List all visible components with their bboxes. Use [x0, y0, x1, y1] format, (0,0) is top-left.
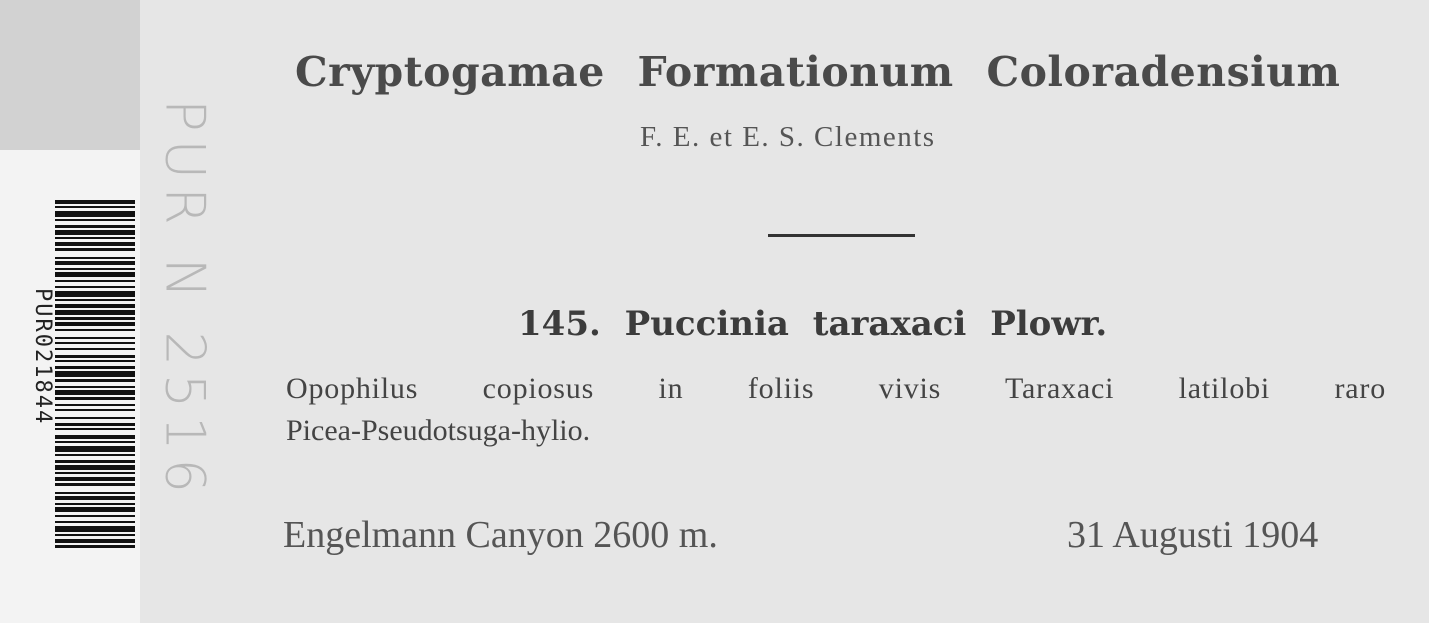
barcode-bar	[55, 360, 135, 362]
collection-locality: Engelmann Canyon 2600 m.	[283, 514, 718, 556]
barcode-bar	[55, 435, 135, 439]
barcode-bar	[55, 515, 135, 517]
authors: F. E. et E. S. Clements	[640, 121, 936, 153]
barcode-bar	[55, 225, 135, 228]
barcode-bar	[55, 539, 135, 543]
barcode-bar	[55, 483, 135, 486]
species-name: 145. Puccinia taraxaci Plowr.	[518, 304, 1108, 344]
barcode-bar	[55, 503, 135, 505]
barcode-bar	[55, 310, 135, 315]
barcode-bar	[55, 219, 135, 221]
barcode-bar	[55, 534, 135, 536]
barcode-bar	[55, 355, 135, 358]
barcode-bar	[55, 257, 135, 259]
barcode-bar	[55, 386, 135, 388]
barcode-bar	[55, 317, 135, 320]
barcode-bar	[55, 397, 135, 400]
divider-rule	[768, 234, 915, 237]
barcode-bar	[55, 472, 135, 474]
barcode-bar	[55, 521, 135, 523]
barcode-bar	[55, 371, 135, 377]
barcode-bar	[55, 200, 135, 204]
barcode-number: PUR021844	[30, 288, 55, 426]
barcode-bar	[55, 460, 135, 463]
barcode-bar	[55, 404, 135, 406]
barcode-bar	[55, 322, 135, 326]
barcode-bar	[55, 379, 135, 382]
barcode-bar	[55, 342, 135, 344]
barcode-bar	[55, 507, 135, 512]
paper-edge	[0, 0, 140, 150]
barcode-bar	[55, 446, 135, 452]
barcode-bar	[55, 496, 135, 500]
series-title: Cryptogamae Formationum Coloradensium	[295, 48, 1341, 96]
specimen-label	[140, 0, 1429, 623]
habitat-line-1: Opophilus copiosus in foliis vivis Taraxaci latilobi raro	[286, 372, 1386, 405]
barcode	[55, 200, 135, 548]
collection-date: 31 Augusti 1904	[1067, 514, 1319, 556]
barcode-bar	[55, 441, 135, 443]
barcode-bar	[55, 366, 135, 369]
barcode-bar	[55, 206, 135, 208]
barcode-bar	[55, 304, 135, 308]
barcode-bar	[55, 348, 135, 350]
barcode-bar	[55, 428, 135, 430]
barcode-bar	[55, 299, 135, 301]
barcode-bar	[55, 242, 135, 246]
barcode-bar	[55, 211, 135, 217]
barcode-bar	[55, 291, 135, 297]
barcode-bar	[55, 268, 135, 270]
handwritten-accession-number: PUR N 2516	[153, 99, 217, 501]
barcode-bar	[55, 248, 135, 251]
barcode-bar	[55, 272, 135, 277]
barcode-bar	[55, 329, 135, 331]
barcode-bar	[55, 465, 135, 470]
barcode-bar	[55, 545, 135, 548]
barcode-bar	[55, 286, 135, 288]
barcode-bar	[55, 337, 135, 339]
barcode-bar	[55, 417, 135, 419]
barcode-bar	[55, 526, 135, 532]
barcode-bar	[55, 237, 135, 239]
barcode-bar	[55, 477, 135, 481]
barcode-bar	[55, 280, 135, 282]
barcode-bar	[55, 492, 135, 494]
barcode-bar	[55, 261, 135, 265]
barcode-bar	[55, 454, 135, 456]
habitat-line-2: Picea-Pseudotsuga-hylio.	[286, 414, 591, 447]
barcode-bar	[55, 390, 135, 395]
barcode-bar	[55, 423, 135, 426]
barcode-bar	[55, 409, 135, 411]
barcode-bar	[55, 230, 135, 235]
